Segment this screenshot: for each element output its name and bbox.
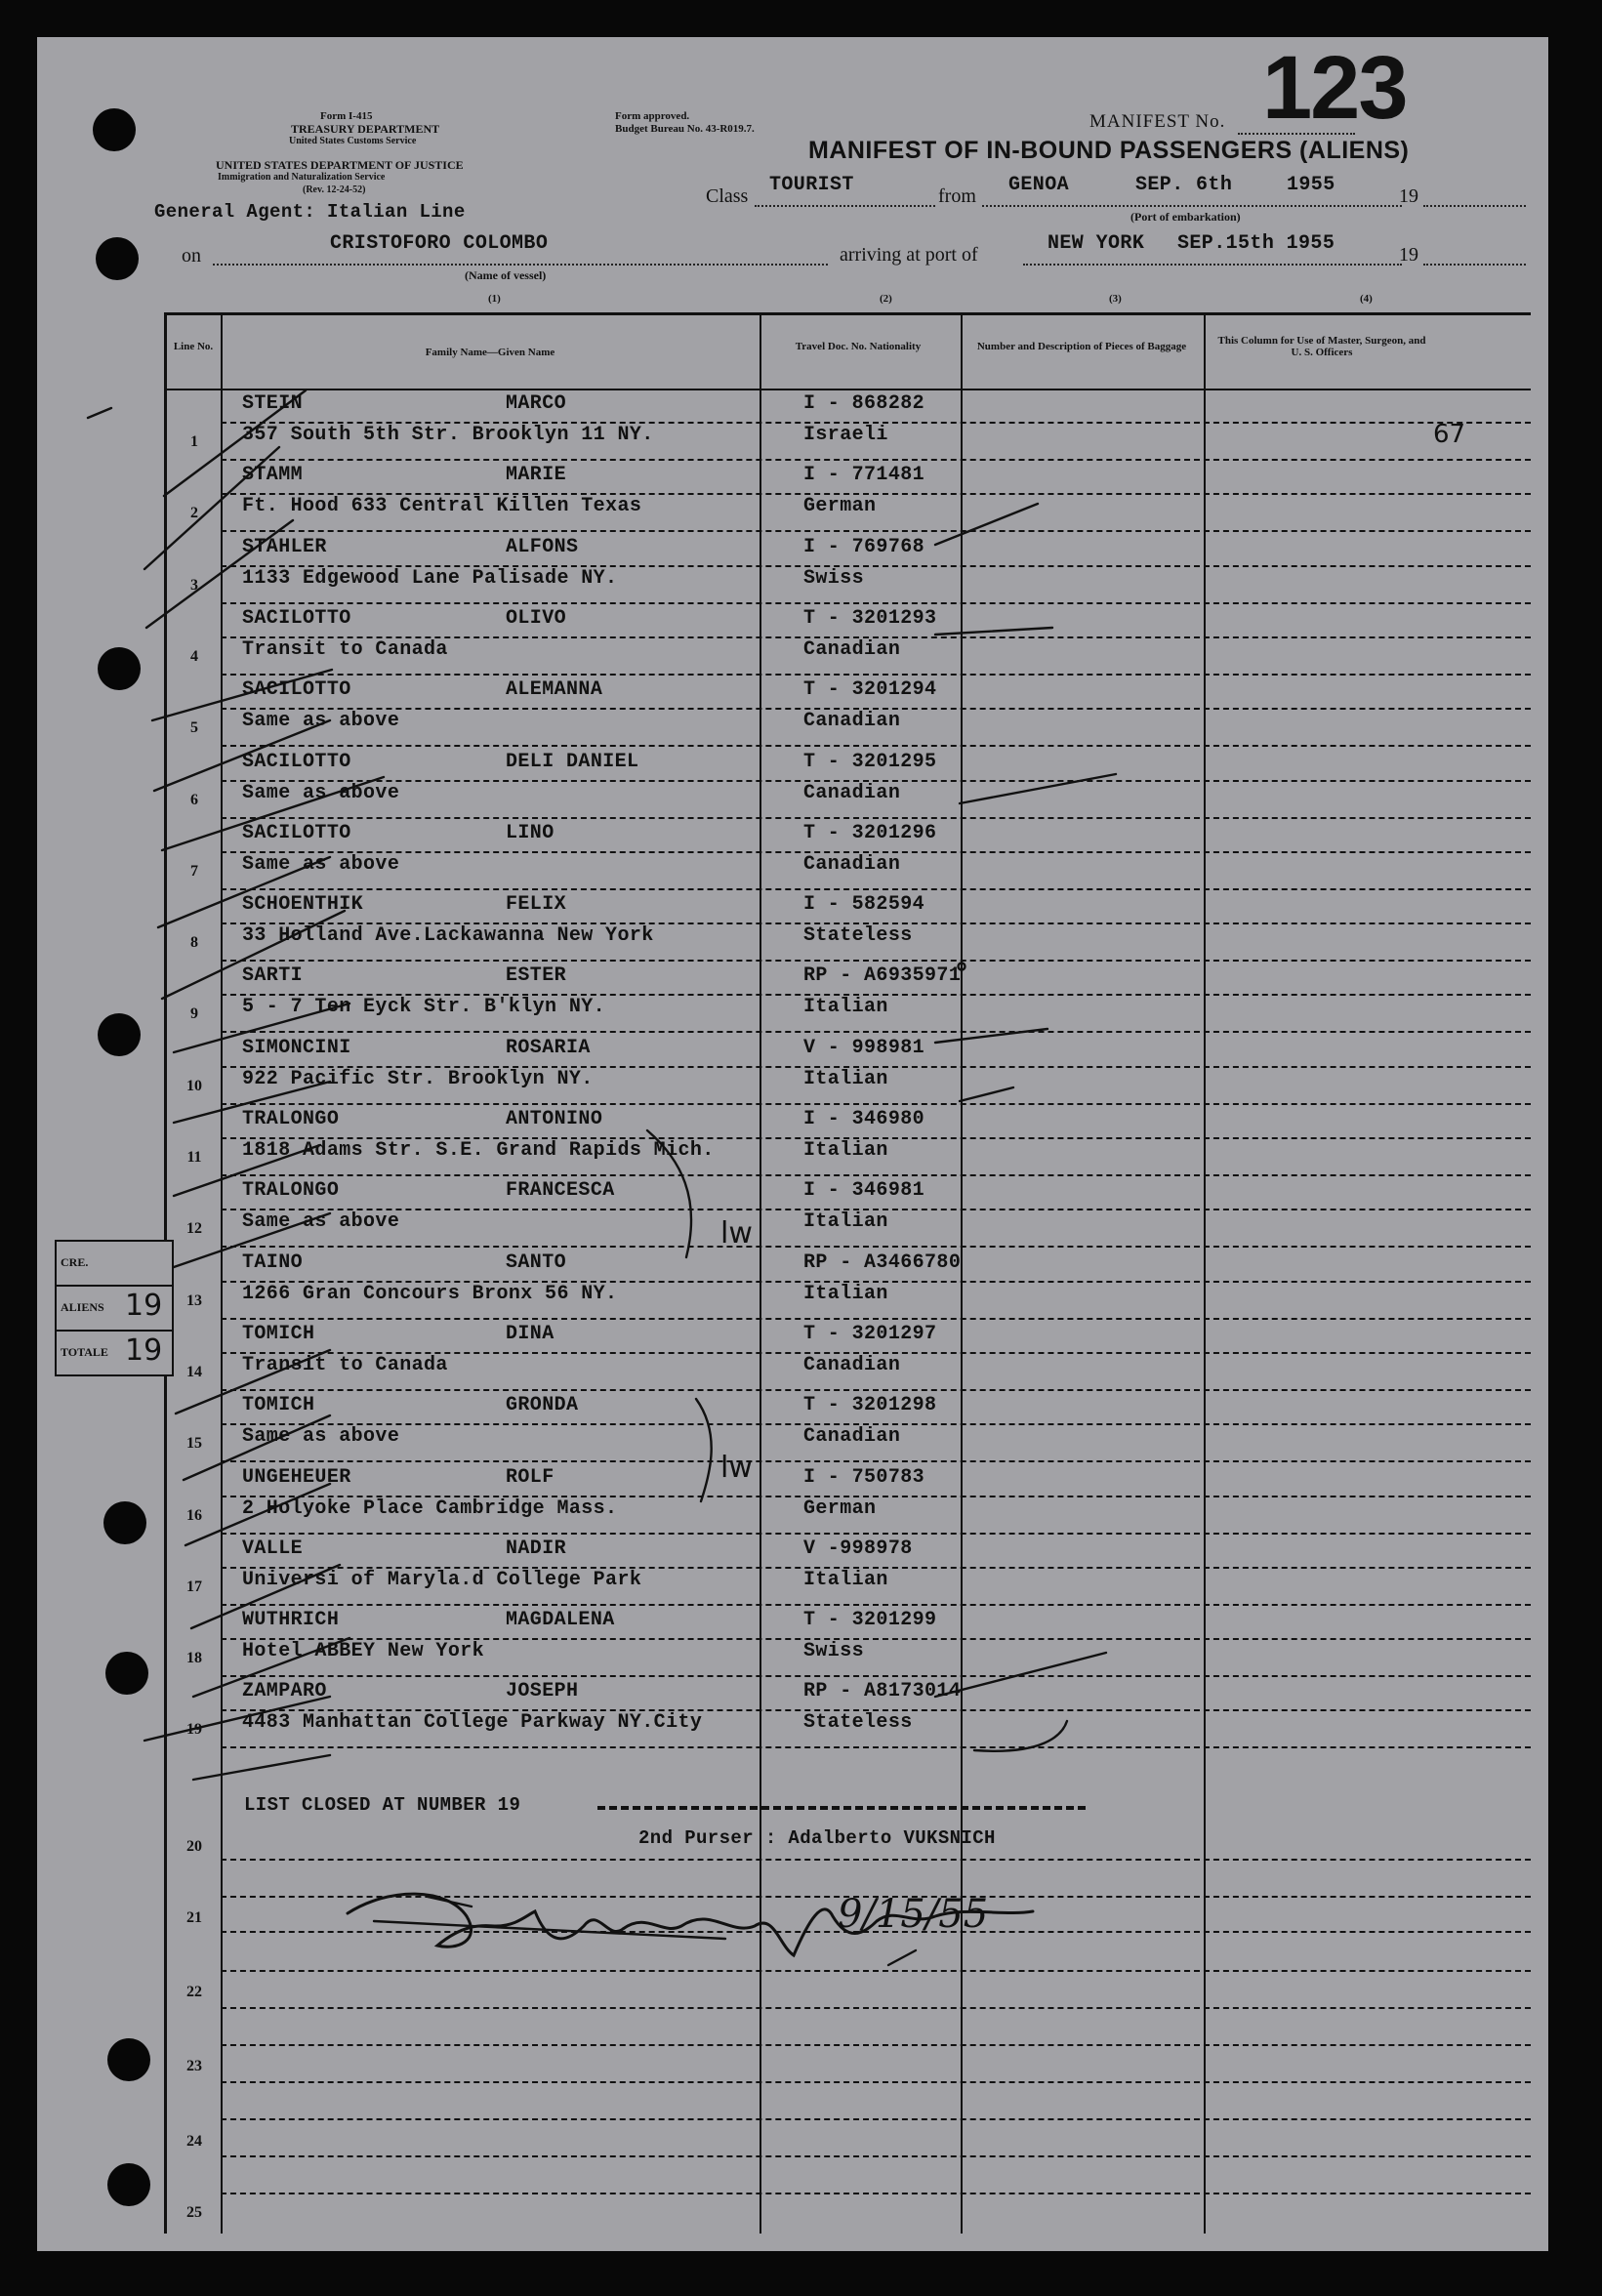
passenger-given-name: DELI DANIEL — [506, 750, 639, 773]
doc-tick — [935, 628, 1052, 635]
line-check — [152, 670, 332, 720]
passenger-family-name: TRALONGO — [242, 1179, 340, 1203]
passenger-address: Same as above — [242, 852, 400, 876]
line-check — [184, 1415, 330, 1480]
passenger-family-name: SACILOTTO — [242, 821, 351, 844]
passenger-travel-doc: T - 3201296 — [803, 821, 937, 844]
line-check — [185, 1484, 330, 1545]
margin-tick — [88, 408, 111, 418]
passenger-family-name: TRALONGO — [242, 1108, 340, 1130]
line-number: 19 — [186, 1721, 202, 1739]
year-prefix: 19 — [1399, 185, 1418, 207]
handwritten-lw-mark: lw — [720, 1451, 753, 1485]
treasury-department: TREASURY DEPARTMENT — [291, 122, 440, 136]
passenger-given-name: FRANCESCA — [506, 1179, 615, 1203]
line-check — [176, 1350, 330, 1417]
line-number: 9 — [190, 1005, 198, 1023]
passenger-family-name: SARTI — [242, 964, 304, 988]
passenger-family-name: STEIN — [242, 392, 304, 415]
signature-stroke — [428, 1897, 472, 1906]
line-check — [162, 777, 384, 850]
tally-value-total: 19 — [125, 1333, 163, 1368]
passenger-given-name: ROLF — [506, 1465, 555, 1489]
line-check — [162, 911, 345, 999]
line-number: 18 — [186, 1650, 202, 1667]
col-header-line-no: Line No. — [173, 341, 214, 352]
passenger-family-name: STAMM — [242, 464, 304, 487]
passenger-travel-doc: T - 3201294 — [803, 678, 937, 702]
passenger-travel-doc: RP - A6935971 — [803, 964, 962, 988]
manifest-number: 123 — [1262, 38, 1407, 138]
officer-count: 67 — [1433, 420, 1466, 449]
passenger-family-name: SACILOTTO — [242, 678, 351, 702]
line-check — [174, 1082, 330, 1123]
manifest-title: MANIFEST OF IN-BOUND PASSENGERS (ALIENS) — [808, 137, 1410, 164]
passenger-address: Transit to Canada — [242, 637, 448, 661]
line-check — [144, 1697, 330, 1741]
handwritten-lw-mark: lw — [720, 1216, 753, 1250]
signature-date: 9/15/55 — [838, 1892, 989, 1937]
passenger-given-name: NADIR — [506, 1537, 567, 1560]
line-number: 17 — [186, 1578, 202, 1595]
passenger-address: Hotel ABBEY New York — [242, 1640, 485, 1663]
line-number: 1 — [190, 433, 198, 450]
passenger-travel-doc: T - 3201295 — [803, 750, 937, 773]
justice-department: UNITED STATES DEPARTMENT OF JUSTICE — [216, 158, 464, 172]
manifest-label: MANIFEST No. — [1089, 111, 1226, 132]
passenger-family-name: SACILOTTO — [242, 750, 351, 773]
line-check — [154, 720, 330, 791]
from-port: GENOA — [1008, 174, 1070, 196]
passenger-given-name: ROSARIA — [506, 1036, 591, 1059]
from-date: SEP. 6th — [1135, 174, 1233, 196]
passenger-family-name: STAHLER — [242, 535, 327, 558]
passenger-travel-doc: T - 3201293 — [803, 606, 937, 630]
passenger-travel-doc: I - 346981 — [803, 1179, 925, 1203]
bracket-mark — [696, 1399, 712, 1501]
passenger-address: Same as above — [242, 710, 400, 733]
list-closed-text: LIST CLOSED AT NUMBER 19 — [244, 1794, 521, 1816]
passenger-given-name: ESTER — [506, 964, 567, 988]
tally-label-cre: CRE. — [61, 1255, 89, 1269]
line-number: 4 — [190, 647, 198, 665]
passenger-nationality: Canadian — [803, 637, 901, 661]
passenger-family-name: SACILOTTO — [242, 606, 351, 630]
passenger-address: 33 Holland Ave.Lackawanna New York — [242, 924, 654, 948]
passenger-nationality: Italian — [803, 1568, 888, 1591]
line-number-25: 25 — [186, 2204, 202, 2221]
line-check — [174, 1213, 330, 1267]
line-number: 3 — [190, 576, 198, 594]
passenger-given-name: LINO — [506, 821, 555, 844]
line-check — [193, 1755, 330, 1780]
passenger-given-name: GRONDA — [506, 1394, 579, 1417]
passenger-nationality: Swiss — [803, 1640, 865, 1663]
passenger-nationality: Italian — [803, 1210, 888, 1234]
doc-tick — [960, 1087, 1013, 1101]
doc-tick — [935, 1653, 1106, 1697]
passenger-nationality: Italian — [803, 1067, 888, 1090]
passenger-travel-doc: V -998978 — [803, 1537, 913, 1560]
passenger-travel-doc: RP - A3466780 — [803, 1250, 962, 1274]
line-check — [146, 520, 293, 628]
passenger-address: Universi of Maryla.d College Park — [242, 1568, 642, 1591]
tally-value-aliens: 19 — [125, 1289, 163, 1323]
col-header-name: Family Name—Given Name — [425, 347, 555, 358]
small-circle — [959, 964, 965, 970]
line-check — [191, 1565, 340, 1628]
passenger-given-name: MARIE — [506, 464, 567, 487]
class-label: Class — [706, 185, 749, 207]
vessel-name: CRISTOFORO COLOMBO — [330, 232, 549, 255]
port-embarkation-caption: (Port of embarkation) — [1130, 210, 1241, 224]
passenger-nationality: German — [803, 495, 877, 518]
margin-tick — [888, 1950, 916, 1965]
arrival-date: SEP.15th 1955 — [1177, 232, 1335, 255]
passenger-address: Transit to Canada — [242, 1353, 448, 1376]
col-number-2: (2) — [880, 293, 892, 305]
passenger-given-name: ALEMANNA — [506, 678, 603, 702]
passenger-address: 4483 Manhattan College Parkway NY.City — [242, 1711, 703, 1735]
line-number: 15 — [186, 1435, 202, 1453]
passenger-given-name: FELIX — [506, 893, 567, 917]
passenger-nationality: Canadian — [803, 710, 901, 733]
passenger-nationality: Italian — [803, 1282, 888, 1305]
line-number: 2 — [190, 505, 198, 522]
pen-marks — [37, 37, 1548, 2251]
passenger-address: Same as above — [242, 1210, 400, 1234]
passenger-address: 922 Pacific Str. Brooklyn NY. — [242, 1067, 594, 1090]
passenger-travel-doc: I - 750783 — [803, 1465, 925, 1489]
col-header-baggage: Number and Description of Pieces of Baggage — [976, 341, 1187, 352]
passenger-address: Ft. Hood 633 Central Killen Texas — [242, 495, 642, 518]
passenger-address: Same as above — [242, 1425, 400, 1449]
line-number: 7 — [190, 862, 198, 880]
passenger-family-name: SIMONCINI — [242, 1036, 351, 1059]
col-header-travel-doc: Travel Doc. No. Nationality — [795, 341, 922, 352]
line-check — [144, 447, 279, 569]
passenger-travel-doc: I - 769768 — [803, 535, 925, 558]
passenger-family-name: UNGEHEUER — [242, 1465, 351, 1489]
passenger-travel-doc: I - 771481 — [803, 464, 925, 487]
passenger-given-name: OLIVO — [506, 606, 567, 630]
passenger-travel-doc: T - 3201298 — [803, 1394, 937, 1417]
arriving-label: arriving at port of — [840, 244, 978, 266]
passenger-address: 1818 Adams Str. S.E. Grand Rapids Mich. — [242, 1139, 715, 1162]
passenger-family-name: SCHOENTHIK — [242, 893, 364, 917]
general-agent: General Agent: Italian Line — [154, 201, 466, 223]
passenger-address: Same as above — [242, 781, 400, 804]
passenger-nationality: Canadian — [803, 781, 901, 804]
line-number-22: 22 — [186, 1984, 202, 2000]
passenger-given-name: ANTONINO — [506, 1108, 603, 1130]
line-number-24: 24 — [186, 2133, 202, 2150]
passenger-travel-doc: RP - A8173014 — [803, 1680, 962, 1703]
vessel-caption: (Name of vessel) — [465, 268, 547, 282]
passenger-address: 5 - 7 Ten Eyck Str. B'klyn NY. — [242, 996, 606, 1019]
passenger-address: 2 Holyoke Place Cambridge Mass. — [242, 1496, 618, 1520]
passenger-given-name: DINA — [506, 1322, 555, 1345]
passenger-given-name: JOSEPH — [506, 1680, 579, 1703]
passenger-family-name: TOMICH — [242, 1322, 315, 1345]
passenger-nationality: Stateless — [803, 924, 913, 948]
line-number: 5 — [190, 719, 198, 737]
col-header-officers: This Column for Use of Master, Surgeon, and U. S. Officers — [1217, 335, 1426, 358]
revision-date: (Rev. 12-24-52) — [303, 184, 366, 195]
bracket-mark — [647, 1130, 691, 1257]
passenger-nationality: Israeli — [803, 424, 888, 446]
passenger-given-name: ALFONS — [506, 535, 579, 558]
passenger-nationality: Canadian — [803, 852, 901, 876]
passenger-travel-doc: I - 868282 — [803, 392, 925, 415]
passenger-nationality: Stateless — [803, 1711, 913, 1735]
passenger-family-name: TOMICH — [242, 1394, 315, 1417]
line-number: 14 — [186, 1363, 202, 1380]
passenger-travel-doc: T - 3201297 — [803, 1322, 937, 1345]
doc-tick — [960, 774, 1116, 803]
line-number-21: 21 — [186, 1909, 202, 1926]
doc-tick — [935, 1029, 1047, 1043]
passenger-given-name: SANTO — [506, 1250, 567, 1274]
tally-label-total: TOTALE — [61, 1345, 108, 1359]
budget-bureau: Budget Bureau No. 43-R019.7. — [615, 123, 755, 135]
arrival-year-prefix: 19 — [1399, 244, 1418, 266]
passenger-given-name: MAGDALENA — [506, 1609, 615, 1632]
purser-signature: 2nd Purser : Adalberto VUKSNICH — [638, 1827, 996, 1849]
passenger-given-name: MARCO — [506, 392, 567, 415]
passenger-travel-doc: I - 582594 — [803, 893, 925, 917]
passenger-nationality: Swiss — [803, 566, 865, 590]
arrival-port: NEW YORK — [1047, 232, 1145, 255]
doc-tick — [935, 504, 1038, 545]
passenger-nationality: Canadian — [803, 1425, 901, 1449]
line-number: 6 — [190, 791, 198, 808]
line-number: 10 — [186, 1077, 202, 1094]
line-check — [164, 390, 306, 496]
col-number-3: (3) — [1109, 293, 1122, 305]
line-number: 11 — [186, 1149, 202, 1166]
form-number: Form I-415 — [320, 110, 373, 122]
passenger-travel-doc: T - 3201299 — [803, 1609, 937, 1632]
passenger-family-name: TAINO — [242, 1250, 304, 1274]
passenger-nationality: German — [803, 1496, 877, 1520]
passenger-family-name: WUTHRICH — [242, 1609, 340, 1632]
passenger-address: 357 South 5th Str. Brooklyn 11 NY. — [242, 424, 654, 446]
line-check — [193, 1638, 349, 1697]
passenger-address: 1133 Edgewood Lane Palisade NY. — [242, 566, 618, 590]
form-approved: Form approved. — [615, 110, 690, 122]
doc-tick — [974, 1721, 1067, 1751]
line-check — [174, 1145, 320, 1196]
line-check — [158, 857, 330, 927]
from-year: 1955 — [1287, 174, 1335, 196]
manifest-page — [37, 37, 1548, 2251]
line-number: 8 — [190, 934, 198, 952]
passenger-nationality: Italian — [803, 996, 888, 1019]
line-number: 13 — [186, 1292, 202, 1309]
passenger-family-name: ZAMPARO — [242, 1680, 327, 1703]
customs-service: United States Customs Service — [289, 136, 417, 146]
passenger-family-name: VALLE — [242, 1537, 304, 1560]
col-number-1: (1) — [488, 293, 501, 305]
on-label: on — [182, 245, 201, 266]
class-value: TOURIST — [769, 174, 854, 196]
col-number-4: (4) — [1360, 293, 1373, 305]
passenger-address: 1266 Gran Concours Bronx 56 NY. — [242, 1282, 618, 1305]
ins-service: Immigration and Naturalization Service — [218, 172, 386, 183]
line-number: 12 — [186, 1220, 202, 1238]
passenger-nationality: Canadian — [803, 1353, 901, 1376]
line-number: 16 — [186, 1506, 202, 1524]
line-number-23: 23 — [186, 2058, 202, 2074]
from-label: from — [938, 185, 976, 207]
tally-label-aliens: ALIENS — [61, 1300, 104, 1314]
passenger-nationality: Italian — [803, 1139, 888, 1162]
passenger-travel-doc: V - 998981 — [803, 1036, 925, 1059]
line-check — [174, 1004, 349, 1052]
line-number-20: 20 — [186, 1838, 202, 1855]
passenger-travel-doc: I - 346980 — [803, 1108, 925, 1130]
